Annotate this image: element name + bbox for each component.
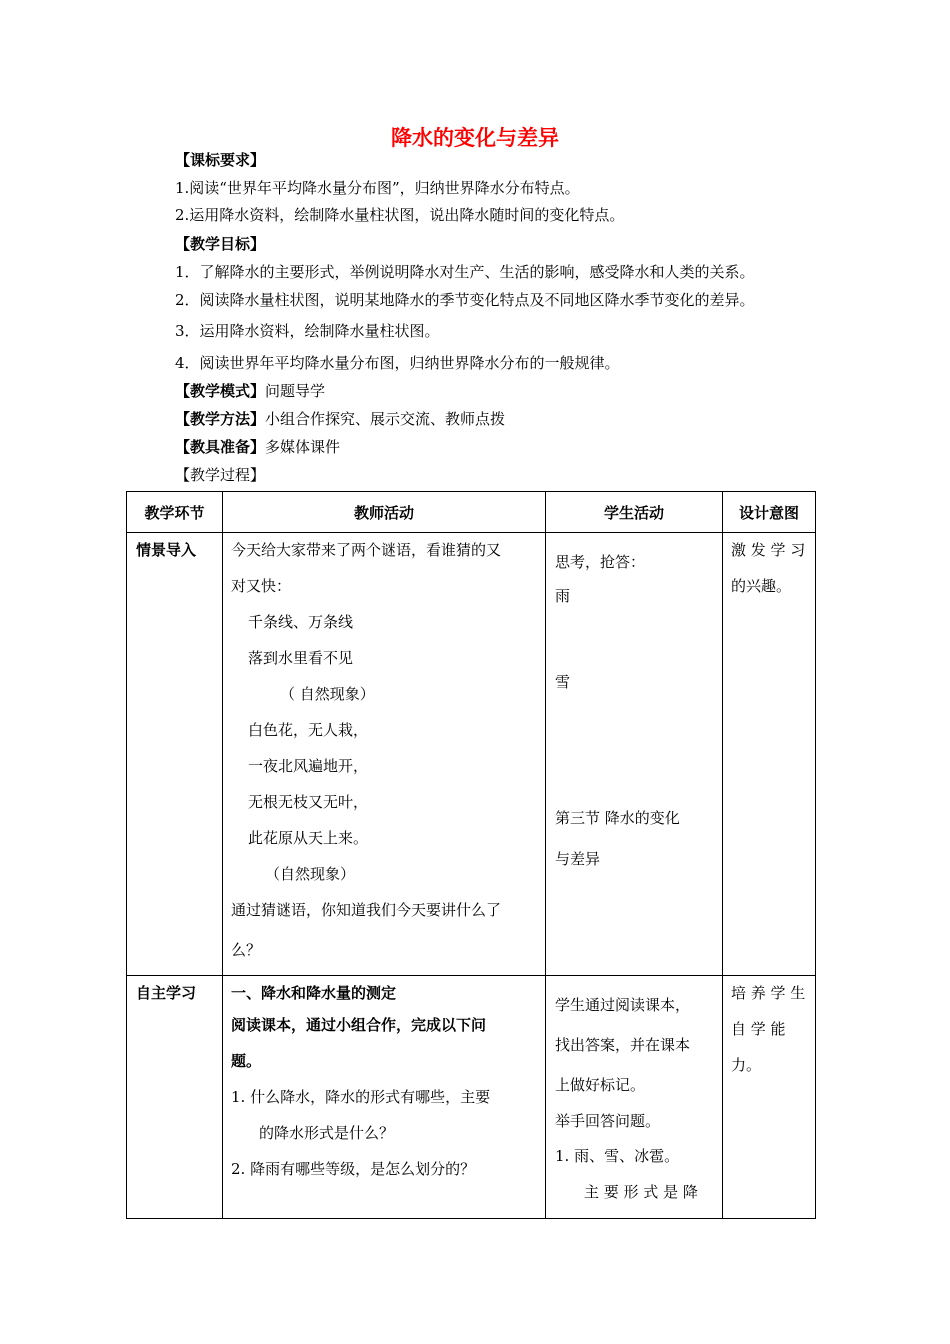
teacher-line: 此花原从天上来。	[248, 829, 369, 847]
teacher-line: 通过猜谜语，你知道我们今天要讲什么了	[231, 901, 502, 919]
teacher-line: 阅读课本，通过小组合作，完成以下问	[231, 1016, 487, 1034]
intent-line: 力。	[731, 1056, 762, 1074]
moshi-row	[175, 381, 325, 401]
intent-cell	[723, 976, 816, 1219]
student-line: 主 要 形 式 是 降	[584, 1183, 698, 1201]
student-cell	[546, 976, 723, 1219]
stage-label: 自主学习	[136, 984, 197, 1002]
header-teacher: 教师活动	[223, 492, 546, 533]
mubiao-heading: 【教学目标】	[175, 235, 266, 253]
table-header-row	[127, 492, 816, 533]
zhunbei-value: 多媒体课件	[265, 438, 341, 456]
teacher-line: （ 自然现象）	[280, 685, 375, 703]
intent-line: 的兴趣。	[731, 577, 792, 595]
stage-cell	[127, 976, 223, 1219]
student-line: 思考，抢答：	[555, 553, 646, 571]
student-line: 找出答案，并在课本	[555, 1036, 691, 1054]
intent-line: 培 养 学 生	[731, 984, 806, 1002]
zhunbei-row	[175, 437, 340, 457]
zhunbei-label: 【教具准备】	[175, 438, 266, 456]
teacher-line: 今天给大家带来了两个谜语，看谁猜的又	[231, 541, 502, 559]
student-line: 雪	[555, 673, 571, 691]
teacher-line: 一夜北风遍地开，	[248, 757, 369, 775]
lesson-table	[126, 491, 816, 1219]
student-line: 雨	[555, 587, 571, 605]
teacher-line: 1. 什么降水，降水的形式有哪些，主要	[231, 1088, 491, 1106]
teacher-line: 么？	[231, 941, 262, 959]
fangfa-label: 【教学方法】	[175, 410, 266, 428]
student-line: 与差异	[555, 850, 601, 868]
student-line: 举手回答问题。	[555, 1112, 661, 1130]
teacher-line: 2. 降雨有哪些等级，是怎么划分的？	[231, 1160, 476, 1178]
table-row	[127, 533, 816, 976]
intent-line: 激 发 学 习	[731, 541, 806, 559]
teacher-line: 落到水里看不见	[248, 649, 354, 667]
header-stage: 教学环节	[127, 492, 223, 533]
teacher-line: 题。	[231, 1052, 262, 1070]
mubiao-item-2: 2．阅读降水量柱状图，说明某地降水的季节变化特点及不同地区降水季节变化的差异。	[175, 291, 755, 309]
intent-cell	[723, 533, 816, 976]
kebiao-heading: 【课标要求】	[175, 151, 266, 169]
guocheng-heading: 【教学过程】	[175, 466, 266, 484]
kebiao-item-1: 1.阅读“世界年平均降水量分布图”，归纳世界降水分布特点。	[175, 179, 580, 197]
table-row	[127, 976, 816, 1219]
stage-label: 情景导入	[136, 541, 197, 559]
student-cell	[546, 533, 723, 976]
teacher-line: 白色花，无人栽，	[248, 721, 369, 739]
header-student: 学生活动	[546, 492, 723, 533]
document-title: 降水的变化与差异	[391, 126, 559, 150]
fangfa-value: 小组合作探究、展示交流、教师点拨	[265, 410, 506, 428]
teacher-line: 对又快：	[231, 577, 292, 595]
stage-cell	[127, 533, 223, 976]
student-line: 1. 雨、雪、冰雹。	[555, 1147, 680, 1165]
header-intent: 设计意图	[723, 492, 816, 533]
mubiao-item-1: 1．了解降水的主要形式，举例说明降水对生产、生活的影响，感受降水和人类的关系。	[175, 263, 755, 281]
teacher-line: 无根无枝又无叶，	[248, 793, 369, 811]
teacher-line: （自然现象）	[265, 865, 356, 883]
teacher-line: 的降水形式是什么？	[259, 1124, 395, 1142]
student-line: 上做好标记。	[555, 1076, 646, 1094]
mubiao-item-3: 3．运用降水资料，绘制降水量柱状图。	[175, 322, 440, 340]
student-line: 学生通过阅读课本，	[555, 996, 691, 1014]
teacher-cell	[223, 976, 546, 1219]
kebiao-item-2: 2.运用降水资料，绘制降水量柱状图，说出降水随时间的变化特点。	[175, 206, 625, 224]
student-line: 第三节 降水的变化	[555, 809, 680, 827]
intent-line: 自 学 能	[731, 1020, 786, 1038]
moshi-value: 问题导学	[265, 382, 326, 400]
teacher-line: 一、降水和降水量的测定	[231, 984, 397, 1002]
mubiao-item-4: 4．阅读世界年平均降水量分布图，归纳世界降水分布的一般规律。	[175, 354, 620, 372]
fangfa-row	[175, 409, 505, 429]
moshi-label: 【教学模式】	[175, 382, 266, 400]
teacher-line: 千条线、万条线	[248, 613, 354, 631]
teacher-cell	[223, 533, 546, 976]
